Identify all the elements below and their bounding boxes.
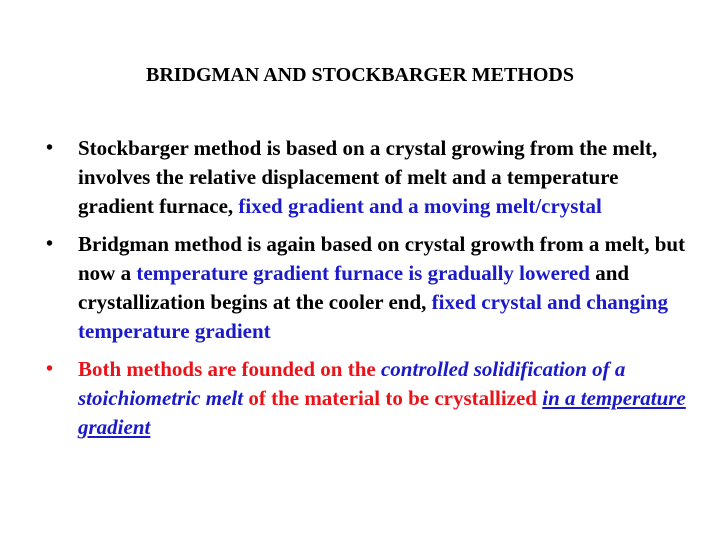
bullet-highlight-run: fixed crystal and changing temperature gradient: [78, 290, 668, 343]
bullet-highlight-run: fixed gradient and a moving melt/crystal: [238, 194, 602, 218]
bullet-list: [44, 134, 694, 451]
bullet-item-bridgman: [44, 230, 694, 346]
bullet-dot: •: [46, 233, 54, 255]
bullet-text-run: Both methods are founded on the: [78, 357, 381, 381]
bullet-highlight-run: controlled solidification of a stoichiometric melt: [78, 357, 626, 410]
bullet-text-run: of the material to be crystallized: [243, 386, 543, 410]
bullet-highlight-run: in a temperature gradient: [78, 386, 686, 439]
bullet-text-run: and crystallization begins at the cooler end,: [78, 261, 630, 314]
bullet-text-run: Bridgman method is again based on crystal growth from a melt, but now a: [78, 232, 686, 285]
bullet-dot: •: [46, 137, 54, 159]
bullet-item-both-methods: [44, 355, 694, 442]
bullet-item-stockbarger: [44, 134, 694, 221]
slide-title: BRIDGMAN AND STOCKBARGER METHODS: [145, 64, 575, 86]
bullet-text-run: Stockbarger method is based on a crystal growing from the melt, involves the relative displacement of melt and a temperature gradient furnace,: [78, 136, 658, 218]
bullet-dot: •: [46, 358, 54, 380]
bullet-highlight-run: temperature gradient furnace is gradually lowered: [136, 261, 590, 285]
